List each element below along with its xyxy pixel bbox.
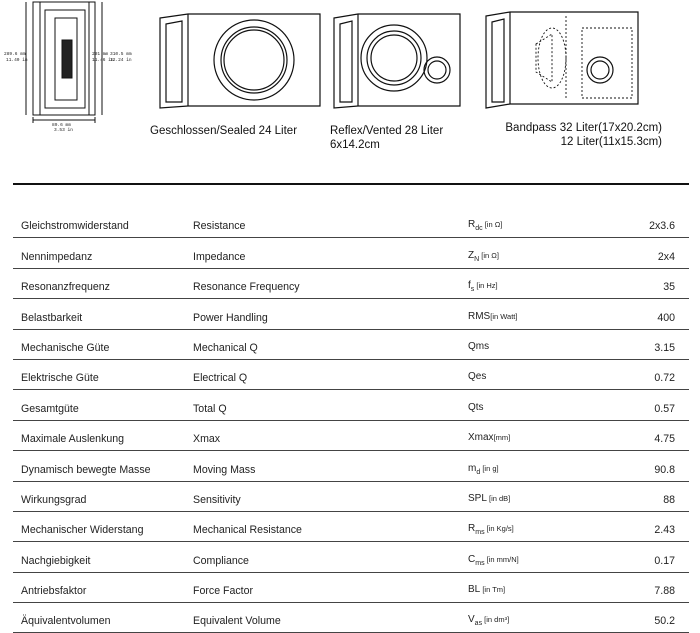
spec-label-de: Nachgiebigkeit	[21, 554, 91, 567]
spec-symbol-subscript: d	[476, 468, 481, 476]
spec-label-en: Compliance	[193, 554, 249, 567]
spec-value: 90.8	[654, 463, 675, 476]
spec-unit: [in g]	[480, 463, 499, 473]
spec-symbol-base: Qts	[468, 401, 484, 413]
spec-label-de: Antriebsfaktor	[21, 585, 87, 598]
spec-symbol-base: C	[468, 553, 476, 565]
spec-label-de: Gesamtgüte	[21, 402, 79, 415]
spec-value: 7.88	[654, 585, 675, 598]
spec-unit: [in Ω]	[482, 220, 503, 230]
spec-label-en: Total Q	[193, 402, 227, 415]
dimension-label: 11.40 in	[6, 58, 28, 63]
spec-row	[13, 208, 689, 238]
spec-row	[13, 451, 689, 481]
spec-value: 400	[657, 311, 675, 324]
spec-unit: [in Ω]	[479, 250, 499, 260]
spec-label-en: Moving Mass	[193, 463, 256, 476]
dimension-label: 12.24 in	[110, 58, 132, 63]
spec-row	[13, 330, 689, 360]
spec-symbol	[468, 554, 519, 567]
spec-label-en: Xmax	[193, 433, 221, 446]
spec-value: 2.43	[654, 524, 675, 537]
spec-label-de: Belastbarkeit	[21, 311, 83, 324]
spec-label-en: Sensitivity	[193, 493, 241, 506]
spec-symbol-subscript: N	[474, 255, 480, 263]
spec-label-de: Mechanischer Widerstang	[21, 524, 144, 537]
spec-symbol	[468, 614, 509, 627]
spec-unit: [mm]	[493, 433, 511, 443]
dimension-label: 89.6 mm	[52, 123, 71, 128]
spec-value: 2x3.6	[649, 220, 675, 233]
spec-symbol	[468, 523, 514, 536]
vented-caption	[330, 124, 443, 152]
spec-label-de: Dynamisch bewegte Masse	[21, 463, 151, 476]
vented-box-drawing	[334, 14, 460, 108]
spec-symbol-subscript: ms	[475, 529, 485, 537]
spec-label-de: Gleichstromwiderstand	[21, 220, 129, 233]
spec-row	[13, 573, 689, 603]
spec-symbol-base: V	[468, 614, 475, 626]
dimension-label: 3.53 in	[54, 128, 73, 133]
spec-symbol	[468, 250, 499, 263]
bandpass-caption-line2: 12 Liter(11x15.3cm)	[560, 136, 662, 148]
spec-symbol-base: Qes	[468, 371, 487, 383]
spec-unit: [in Tm]	[480, 585, 506, 595]
spec-label-de: Elektrische Güte	[21, 372, 99, 385]
speaker-profile-drawing	[26, 2, 102, 123]
spec-row	[13, 512, 689, 542]
spec-label-de: Wirkungsgrad	[21, 493, 87, 506]
sealed-caption: Geschlossen/Sealed 24 Liter	[150, 125, 298, 137]
spec-unit: [in Watt]	[490, 311, 518, 321]
spec-row	[13, 542, 689, 572]
spec-label-en: Mechanical Resistance	[193, 524, 302, 537]
bandpass-caption	[484, 121, 662, 149]
spec-value: 4.75	[654, 433, 675, 446]
spec-unit: [in mm/N]	[484, 554, 519, 564]
spec-symbol	[468, 280, 498, 293]
spec-symbol-base: SPL	[468, 492, 487, 504]
spec-label-de: Maximale Auslenkung	[21, 433, 125, 446]
cabinet-drawings	[0, 0, 700, 170]
section-divider	[13, 183, 689, 185]
spec-symbol-base: f	[468, 280, 471, 292]
spec-symbol	[468, 463, 499, 476]
spec-value: 0.72	[654, 372, 675, 385]
spec-label-en: Impedance	[193, 250, 246, 263]
spec-symbol-base: Qms	[468, 340, 490, 352]
spec-row	[13, 421, 689, 451]
spec-row	[13, 269, 689, 299]
dimension-label: 11.46 in	[92, 58, 114, 63]
spec-value: 2x4	[657, 250, 675, 263]
spec-label-de: Nennimpedanz	[21, 250, 93, 263]
spec-symbol-base: R	[468, 219, 476, 231]
spec-symbol	[468, 371, 486, 384]
sealed-box-drawing	[160, 14, 320, 108]
spec-row	[13, 238, 689, 268]
spec-symbol	[468, 402, 484, 415]
spec-symbol	[468, 311, 517, 324]
spec-symbol-subscript: as	[474, 620, 483, 628]
bandpass-caption-line1: Bandpass 32 Liter(17x20.2cm)	[505, 122, 662, 134]
dimension-label: 289.6 mm	[4, 52, 26, 57]
spec-symbol-subscript: ms	[475, 559, 485, 567]
spec-row	[13, 299, 689, 329]
spec-label-en: Equivalent Volume	[193, 615, 281, 628]
spec-label-en: Power Handling	[193, 311, 268, 324]
spec-label-de: Äquivalentvolumen	[21, 615, 111, 628]
spec-value: 88	[663, 493, 675, 506]
bandpass-box-drawing	[486, 12, 638, 108]
spec-symbol-base: RMS	[468, 310, 491, 322]
spec-value: 35	[663, 281, 675, 294]
spec-label-en: Resonance Frequency	[193, 281, 300, 294]
spec-symbol	[468, 584, 505, 597]
spec-symbol-base: m	[468, 462, 477, 474]
spec-row	[13, 390, 689, 420]
spec-row	[13, 482, 689, 512]
spec-symbol	[468, 432, 510, 445]
spec-value: 0.17	[654, 554, 675, 567]
spec-label-en: Electrical Q	[193, 372, 248, 385]
spec-label-en: Resistance	[193, 220, 246, 233]
spec-symbol-base: Xmax	[468, 432, 494, 444]
spec-label-en: Force Factor	[193, 585, 254, 598]
spec-symbol	[468, 341, 489, 354]
spec-symbol	[468, 493, 510, 506]
dimension-label: 291 mm	[92, 52, 109, 57]
dimension-label: 310.5 mm	[110, 52, 132, 57]
spec-symbol-base: Z	[468, 249, 475, 261]
spec-label-en: Mechanical Q	[193, 341, 258, 354]
spec-value: 0.57	[654, 402, 675, 415]
spec-label-de: Mechanische Güte	[21, 341, 110, 354]
spec-unit: [in dB]	[486, 493, 511, 503]
spec-unit: [in dm³]	[482, 615, 510, 625]
spec-label-de: Resonanzfrequenz	[21, 281, 110, 294]
spec-value: 50.2	[654, 615, 675, 628]
spec-table	[13, 208, 689, 633]
spec-row	[13, 360, 689, 390]
spec-row	[13, 603, 689, 633]
spec-symbol-subscript: s	[470, 286, 475, 294]
vented-caption-line1: Reflex/Vented 28 Liter	[330, 125, 444, 137]
spec-symbol-subscript: dc	[475, 225, 483, 233]
spec-value: 3.15	[654, 341, 675, 354]
spec-unit: [in Hz]	[474, 281, 498, 291]
spec-symbol-base: R	[468, 523, 476, 535]
vented-caption-line2: 6x14.2cm	[330, 139, 380, 151]
spec-symbol-base: BL	[468, 584, 481, 596]
spec-symbol	[468, 219, 502, 232]
spec-unit: [in Kg/s]	[484, 524, 514, 534]
